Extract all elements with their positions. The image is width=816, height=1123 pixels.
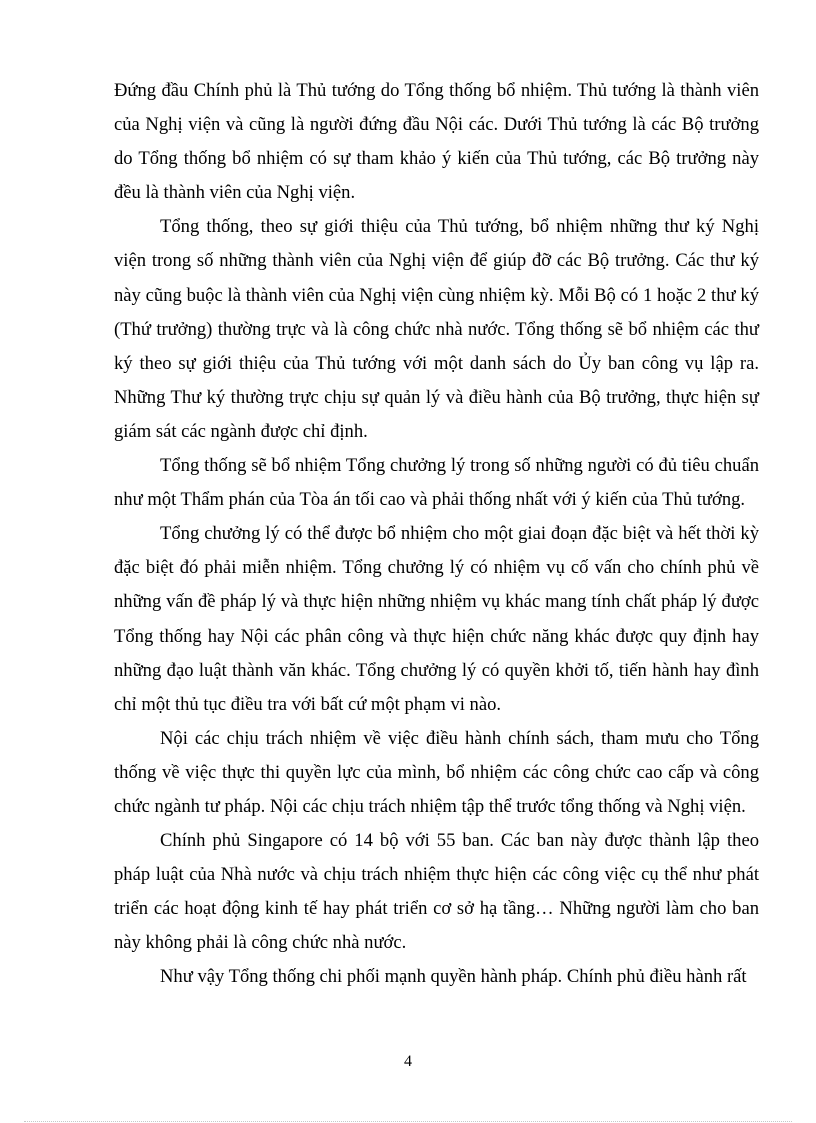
paragraph: Nội các chịu trách nhiệm về việc điều hành chính sách, tham mưu cho Tổng thống về việc thực thi quyền lực của mình, bổ nhiệm các công chức cao cấp và công chức ngành tư pháp. Nội các chịu trách nhiệm tập thể trước tổng thống và Nghị viện. xyxy=(114,727,759,817)
paragraph: Tổng chưởng lý có thể được bổ nhiệm cho một giai đoạn đặc biệt và hết thời kỳ đặc biệt đó phải miễn nhiệm. Tổng chưởng lý có nhiệm vụ cố vấn cho chính phủ về những vấn đề pháp lý và thực hiện những nhiệm vụ khác mang tính chất pháp lý được Tổng thống hay Nội các phân công và thực hiện chức năng khác được quy định hay những đạo luật thành văn khác. Tổng chưởng lý có quyền khởi tố, tiến hành hay đình chỉ một thủ tục điều tra với bất cứ một phạm vi nào. xyxy=(114,523,759,715)
paragraph: Tổng thống sẽ bổ nhiệm Tổng chưởng lý trong số những người có đủ tiêu chuẩn như một Thẩm phán của Tòa án tối cao và phải thống nhất với ý kiến của Thủ tướng. xyxy=(114,455,759,511)
paragraph: Chính phủ Singapore có 14 bộ với 55 ban. Các ban này được thành lập theo pháp luật của Nhà nước và chịu trách nhiệm thực hiện các công việc cụ thể như phát triển các hoạt động kinh tế hay phát triển cơ sở hạ tầng… Những người làm cho ban này không phải là công chức nhà nước. xyxy=(114,830,759,954)
document-body xyxy=(114,74,759,995)
paragraph: Như vậy Tổng thống chi phối mạnh quyền hành pháp. Chính phủ điều hành rất xyxy=(160,966,747,988)
page-bottom-divider xyxy=(24,1121,792,1122)
page-number: 4 xyxy=(404,1053,412,1070)
paragraph: Đứng đầu Chính phủ là Thủ tướng do Tổng thống bổ nhiệm. Thủ tướng là thành viên của Nghị viện và cũng là người đứng đầu Nội các. Dưới Thủ tướng là các Bộ trưởng do Tổng thống bổ nhiệm có sự tham khảo ý kiến của Thủ tướng, các Bộ trưởng này đều là thành viên của Nghị viện. xyxy=(114,80,759,204)
paragraph: Tổng thống, theo sự giới thiệu của Thủ tướng, bổ nhiệm những thư ký Nghị viện trong số những thành viên của Nghị viện để giúp đỡ các Bộ trưởng. Các thư ký này cũng buộc là thành viên của Nghị viện cùng nhiệm kỳ. Mỗi Bộ có 1 hoặc 2 thư ký (Thứ trưởng) thường trực và là công chức nhà nước. Tổng thống sẽ bổ nhiệm các thư ký theo sự giới thiệu của Thủ tướng với một danh sách do Ủy ban công vụ lập ra. Những Thư ký thường trực chịu sự quản lý và điều hành của Bộ trưởng, thực hiện sự giám sát các ngành được chỉ định. xyxy=(114,216,759,442)
